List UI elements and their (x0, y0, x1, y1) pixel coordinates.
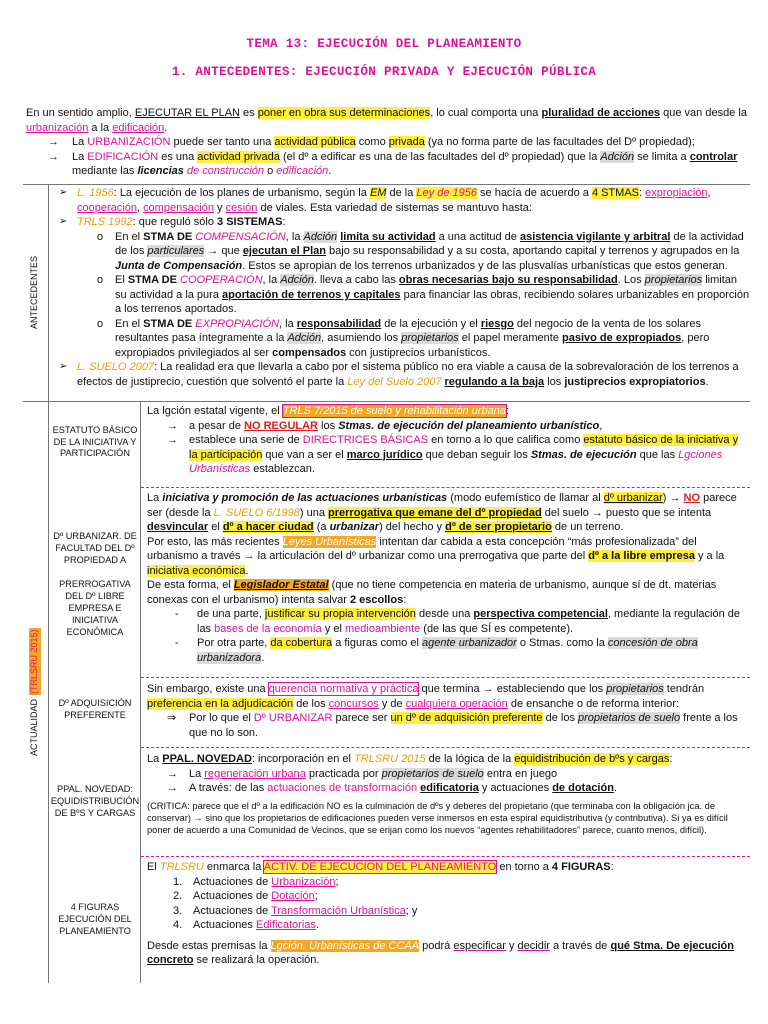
figuras-list (147, 875, 747, 933)
row-label-estatuto: ESTATUTO BÁSICO DE LA INICIATIVA Y PARTICIPACIÓN (52, 424, 138, 459)
list-item (147, 918, 747, 933)
list-number: 4. (173, 919, 183, 932)
list-highlight: Dotación (271, 890, 315, 903)
list-text: Actuaciones de (193, 904, 272, 917)
double-arrow-right-icon: ⇒ (167, 712, 177, 725)
list-item-ley-1956: ➢ L. 1956: La ejecución de los planes de urbanismo, según la EM de la Ley de 1956 se hacía de acuerdo a 4 STMAS: expropiación, cooperación, compensación y cesión de viales. Esta variedad de sistemas se mantuvo hasta: (77, 186, 750, 215)
list-highlight: Urbanización (271, 875, 336, 888)
list-item (147, 889, 747, 904)
list-number: 3. (173, 904, 183, 917)
antecedentes-content (55, 186, 750, 389)
row-content-urbanizar: La iniciativa y promoción de las actuaciones urbanísticas (modo eufemístico de llamar al dº urbanizar) → NO parece ser (desde la L. SUELO 6/1998) una prerrogativa que emane del dº propiedad del suelo → puesto que se intenta desvincular el dº a hacer ciudad (a urbanizar) del hecho y dº de ser propietario de un terreno. Por esto, las más recientes Leyes Urbanísticas intentan dar cabida a esta concepción “más profesionalizada” del urbanismo a través → la articulación del dº urbanizar como una prerrogativa que parte del dº a la libre empresa y a la iniciativa económica. De esta forma, el Legislador Estatal (que no tiene competencia en materia de urbanismo, aunque sí de dt. materias conexas con el urbanismo) intenta salvar 2 escollos: - de una parte, justificar su propia intervención desde una perspectiva competencial, mediante la regulación de las bases de la economía y el medioambiente (de las que SÍ es competente). - Por otra parte, da cobertura a figuras como el agente urbanizador o Stmas. como la concesión de obra urbanizadora. (147, 492, 741, 664)
arrow-right-icon: → (48, 150, 59, 163)
list-item-cooperacion: o El STMA DE COOPERACIÓN, la Adción. lleva a cabo las obras necesarias bajo su responsabilidad. Los propietarios limitan su actividad a la pura aportación de terrenos y capitales para financiar las obras, recibiendo solares urbanizables en proporción a los terrenos aportados. (115, 273, 750, 317)
row-content-equidistribucion: La PPAL. NOVEDAD: incorporación en el TRLSRU 2015 de la lógica de la equidistribución de bºs y cargas: → La regeneración urbana practicada por propietarios de suelo entra en juego → A través: de las actuaciones de transformación edificatoria y actuaciones de dotación. (CRITICA: parece que el dº a la edificación NO es la culminación de dºs y deberes del propietario (que terminaba con la obligación jca. de conservar) → sino que los propietarios de edificaciones pueden verse inmersos en esta espiral equidistributiva (y contributiva). Si ya es difícil poner de acuerdo a una Comunidad de Vecinos, que se erijan como los nuevos “agentes rehabilitadores” parece, cuanto menos, difícil). (147, 752, 747, 836)
intro-urbanizacion-item: → La URBANIZACIÓN puede ser tanto una actividad pública como privada (ya no forma parte de las facultades del Dº propiedad); (48, 136, 695, 149)
divider (141, 856, 750, 857)
row-content-adquisicion: Sin embargo, existe una querencia normativa y práctica que termina → estableciendo que los propietarios tendrán preferencia en la adjudicación de los concursos y de cualquiera operación de ensanche o de reforma interior: ⇒ Por lo que el Dº URBANIZAR parece ser un dº de adquisición preferente de los propietarios de suelo frente a los que no lo son. (147, 683, 738, 739)
antecedentes-label-cell (23, 184, 49, 401)
list-item (147, 904, 747, 919)
sistemas-list (77, 230, 750, 361)
list-highlight: Edificatorias (255, 919, 316, 932)
list-suffix: ; (314, 890, 318, 903)
list-item-compensacion: o En el STMA DE COMPENSACIÓN, la Adción limita su actividad a una actitud de asistencia vigilante y arbitral de la actividad de los particulares → que ejecutan el Plan bajo su responsabilidad y a su costa, aportando capital y terrenos y agrupados en la Junta de Compensación. Estos se apropian de los terrenos urbanizados y de las plusvalías urbanísticas que estos generan. (115, 230, 750, 274)
list-text: Actuaciones de (193, 875, 272, 888)
list-item-expropiacion: o En el STMA DE EXPROPIACIÓN, la responsabilidad de la ejecución y el riesgo del negocio de la venta de los solares resultantes pasa íntegramente a la Adción, asumiendo los propietarios el papel meramente pasivo de expropiados, pero expropiados privilegiados al ser compensados con justiprecios urbanísticos. (115, 317, 750, 361)
row-content-figuras: El TRLSRU enmarca la ACTIV. DE EJECUCIÓN DEL PLANEAMIENTO en torno a 4 FIGURAS: 1. Actuaciones de Urbanización; 2. Actuaciones de Dotación; 3. Actuaciones de Transformación Urbanística; y 4. Actuaciones Edificatorias. Desde estas premisas la Lgción. Urbanísticas de CCAA podrá especificar y decidir a través de qué Stma. De ejecución concreto se realizará la operación. (147, 860, 747, 968)
critica-note: (CRITICA: parece que el dº a la edificación NO es la culminación de dºs y deberes del propietario (que terminaba con la obligación jca. de conservar) → sino que los propietarios de edificaciones pueden verse inmersos en esta espiral equidistributiva (y contributiva). Si ya es difícil poner de acuerdo a una Comunidad de Vecinos, que se erijan como los nuevos “agentes rehabilitadores” parece, cuanto menos, difícil). (147, 800, 728, 836)
list-suffix: ; (335, 875, 339, 888)
arrow-right-icon: → (48, 136, 59, 149)
list-number: 1. (173, 875, 183, 888)
divider (23, 401, 750, 402)
intro-paragraph: En un sentido amplio, EJECUTAR EL PLAN es poner en obra sus determinaciones, lo cual comporta una pluralidad de acciones que van desde la urbanización a la edificación. (26, 107, 747, 134)
list-text: Actuaciones (193, 919, 256, 932)
section-title: 1. ANTECEDENTES: EJECUCIÓN PRIVADA Y EJECUCIÓN PÚBLICA (171, 65, 597, 79)
row-content-estatuto: La lgción estatal vigente, el TRLS 7/2015 de suelo y rehabilitación urbana: → a pesar de NO REGULAR los Stmas. de ejecución del planeamiento urbanístico, → establece una serie de DIRECTRICES BÁSICAS en torno a lo que califica como estatuto básico de la iniciativa y la participación que van a ser el marco jurídico que deban seguir los Stmas. de ejecución que las Lgciones Urbanísticas establezcan. (147, 405, 739, 476)
list-text: Actuaciones de (193, 890, 272, 903)
list-highlight: Transformación Urbanística (271, 904, 406, 917)
intro-edificacion-item: → La EDIFICACIÓN es una actividad privada (el dº a edificar es una de las facultades del dº propiedad) que la Adción se limita a controlar mediante las licencias de construcción o edificación. (48, 150, 738, 178)
row-label-urbanizar: Dº URBANIZAR. DE FACULTAD DEL Dº PROPIEDAD A PRERROGATIVA DEL Dº LIBRE EMPRESA E INICIATIVA ECONÓMICA (53, 531, 137, 637)
divider (141, 677, 750, 678)
actualidad-label-cell (23, 401, 49, 983)
list-suffix: . (315, 919, 319, 932)
page-title: TEMA 13: EJECUCIÓN DEL PLANEAMIENTO (246, 37, 522, 51)
arrow-right-icon: → (167, 434, 178, 447)
list-item-suelo-2007: ➢ L. SUELO 2007: La realidad era que llevarla a cabo por el sistema público no era viable a causa de la sobrevaloración de los terrenos a efectos de justiprecio, cuestión que solventó el parte la Ley del Suelo 2007 regulando a la baja los justiprecios expropiatorios. (77, 360, 750, 389)
list-item (147, 875, 747, 890)
antecedentes-label: ANTECEDENTES (29, 256, 40, 330)
list-suffix: ; y (405, 904, 418, 917)
divider (140, 401, 141, 983)
antecedentes-list (55, 186, 750, 389)
antecedentes-row (23, 184, 750, 401)
row-label-equidistribucion: PPAL. NOVEDAD: EQUIDISTRIBUCIÓN DE BºS Y CARGAS (50, 784, 140, 818)
arrow-right-icon: → (167, 419, 178, 432)
row-label-adquisicion: Dº ADQUISICIÓN PREFERENTE (58, 698, 132, 720)
arrow-right-icon: → (167, 767, 178, 780)
row-label-figuras: 4 FIGURAS EJECUCIÓN DEL PLANEAMIENTO (58, 902, 132, 936)
intro (26, 106, 750, 179)
arrow-right-icon: → (167, 782, 178, 795)
actualidad-label: ACTUALIDAD (TRLSRU 2015) (29, 629, 40, 756)
list-number: 2. (173, 890, 183, 903)
divider (23, 184, 750, 185)
divider (141, 487, 750, 488)
divider (141, 747, 750, 748)
list-item-trls-1992: ➢ TRLS 1992: que reguló sólo 3 SISTEMAS: o En el STMA DE COMPENSACIÓN, la Adción limita su actividad a una actitud de asistencia vigilante y arbitral de la actividad de los particulares → que ejecutan el Plan bajo su responsabilidad y a su costa, aportando capital y terrenos y agrupados en la Junta de Compensación. Estos se apropian de los terrenos urbanizados y de las plusvalías urbanísticas que estos generan. o El STMA DE COOPERACIÓN, la Adción. lleva a cabo las obras necesarias bajo su responsabilidad. Los propietarios limitan su actividad a la pura aportación de terrenos y capitales para financiar las obras, recibiendo solares urbanizables en proporción a los terrenos aportados. o En el STMA DE EXPROPIACIÓN, la responsabilidad de la ejecución y el riesgo del negocio de la venta de los solares resultantes pasa íntegramente a la Adción, asumiendo los propietarios el papel meramente pasivo de expropiados, pero expropiados privilegiados al ser compensados con justiprecios urbanísticos. (77, 215, 750, 360)
